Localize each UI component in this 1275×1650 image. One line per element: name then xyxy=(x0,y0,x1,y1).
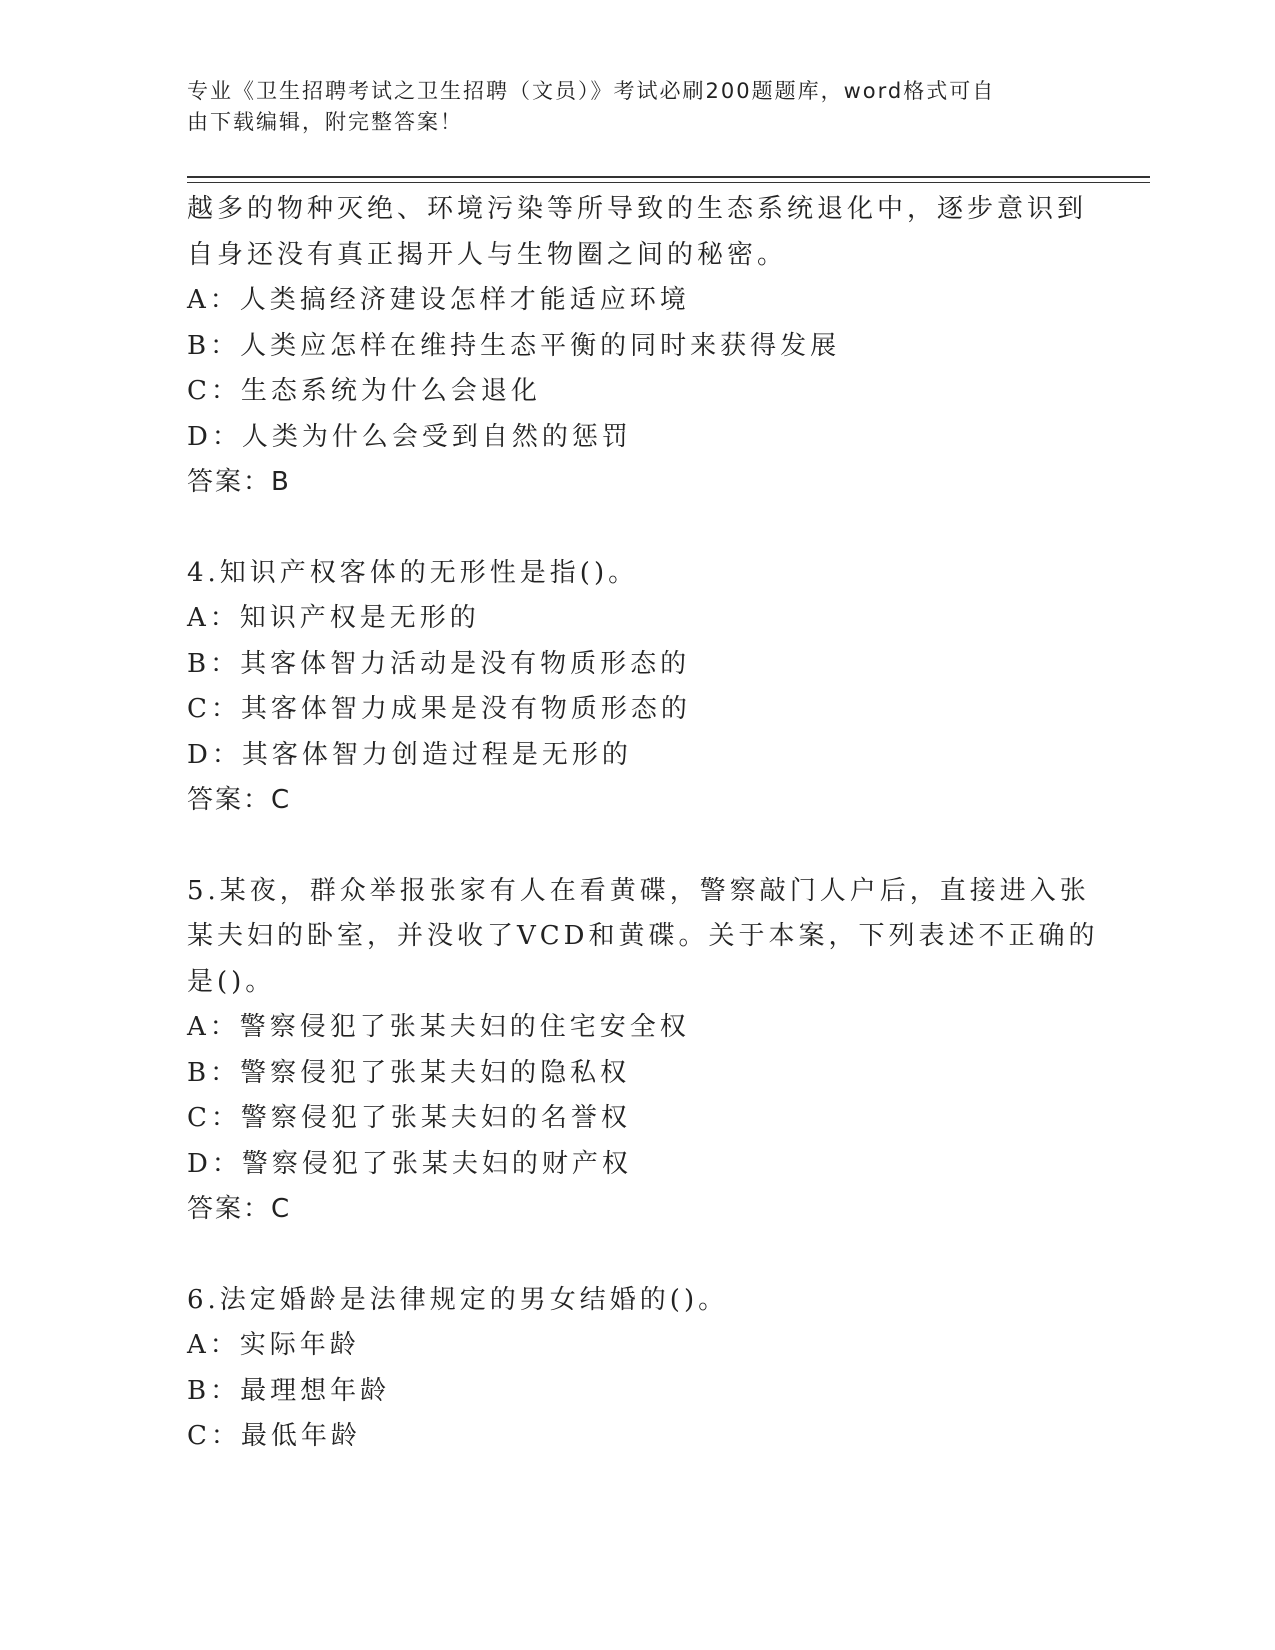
header-divider-thick xyxy=(187,176,1150,178)
question-5-stem-line-1: 5.某夜，群众举报张家有人在看黄碟，警察敲门人户后，直接进入张 xyxy=(187,875,1090,906)
question-5-option-d: D：警察侵犯了张某夫妇的财产权 xyxy=(187,1148,632,1179)
question-spacer xyxy=(187,824,1087,869)
question-3-option-c: C：生态系统为什么会退化 xyxy=(187,376,541,406)
question-3-stem-line-1: 越多的物种灭绝、环境污染等所导致的生态系统退化中，逐步意识到 xyxy=(187,194,1088,224)
question-4-option-b: B：其客体智力活动是没有物质形态的 xyxy=(187,648,691,679)
header-line-2: 由下载编辑，附完整答案！ xyxy=(187,110,463,134)
question-spacer xyxy=(187,506,1087,551)
question-3-option-d: D：人类为什么会受到自然的惩罚 xyxy=(187,421,632,452)
question-5 xyxy=(187,869,1099,1233)
question-list xyxy=(187,187,1099,1460)
question-5-option-b: B：警察侵犯了张某夫妇的隐私权 xyxy=(187,1057,631,1088)
question-5-option-a: A：警察侵犯了张某夫妇的住宅安全权 xyxy=(187,1012,690,1042)
question-5-option-c: C：警察侵犯了张某夫妇的名誉权 xyxy=(187,1103,631,1133)
question-4 xyxy=(187,551,1087,824)
question-3-option-b: B：人类应怎样在维持生态平衡的同时来获得发展 xyxy=(187,330,841,361)
question-3-stem-line-2: 自身还没有真正揭开人与生物圈之间的秘密。 xyxy=(187,239,788,270)
header-line-1: 专业《卫生招聘考试之卫生招聘（文员）》考试必刷200题题库，word格式可自 xyxy=(187,79,996,103)
question-3-answer: 答案：B xyxy=(187,467,291,497)
question-spacer xyxy=(187,1233,1087,1278)
question-5-stem-line-3: 是()。 xyxy=(187,966,276,997)
question-6-option-b: B：最理想年龄 xyxy=(187,1375,391,1406)
question-3-option-a: A：人类搞经济建设怎样才能适应环境 xyxy=(187,285,690,315)
question-6 xyxy=(187,1278,1087,1460)
question-4-option-c: C：其客体智力成果是没有物质形态的 xyxy=(187,694,691,724)
question-3 xyxy=(187,187,1087,506)
question-6-option-a: A：实际年龄 xyxy=(187,1330,360,1360)
question-4-stem: 4.知识产权客体的无形性是指()。 xyxy=(187,557,639,588)
question-4-option-a: A：知识产权是无形的 xyxy=(187,603,480,633)
question-4-option-d: D：其客体智力创造过程是无形的 xyxy=(187,739,632,770)
question-5-answer: 答案：C xyxy=(187,1194,292,1224)
question-6-option-c: C：最低年龄 xyxy=(187,1421,361,1451)
header-divider-thin xyxy=(187,182,1150,183)
question-5-stem-line-2: 某夫妇的卧室，并没收了VCD和黄碟。关于本案，下列表述不正确的 xyxy=(187,921,1099,951)
document-header xyxy=(187,76,1067,138)
question-6-stem: 6.法定婚龄是法律规定的男女结婚的()。 xyxy=(187,1284,729,1315)
question-4-answer: 答案：C xyxy=(187,785,292,815)
